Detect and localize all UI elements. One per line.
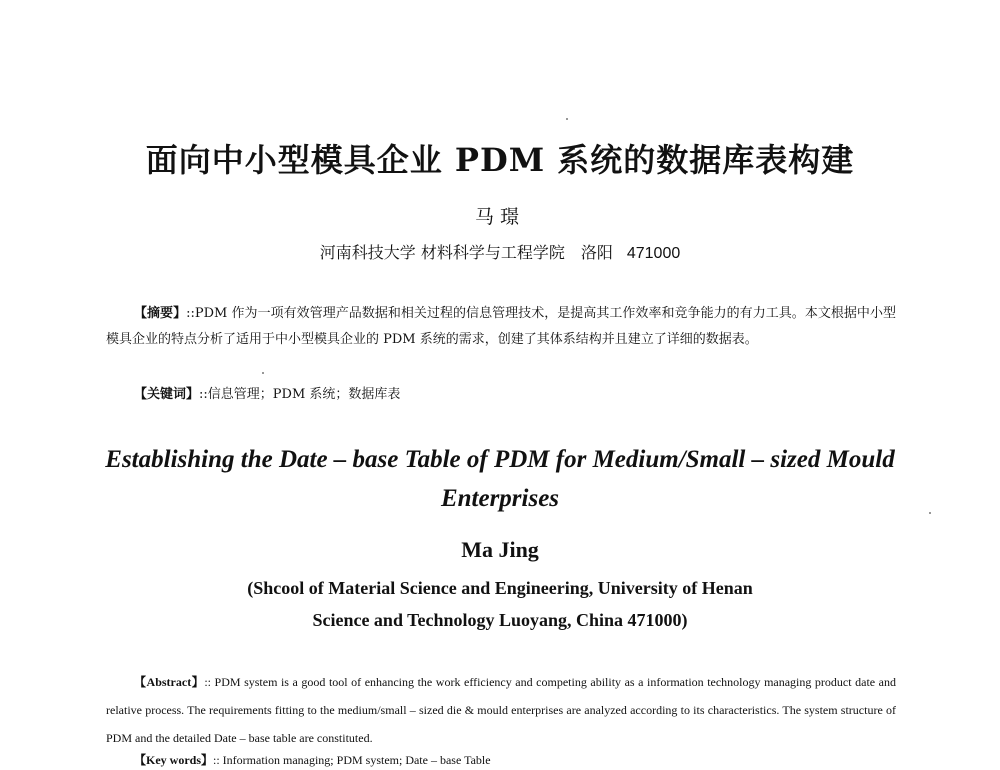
scan-speck [929, 512, 931, 514]
english-keywords [134, 750, 894, 770]
english-title: Establishing the Date – base Table of PDM for Medium/Small – sized Mould Enterprises [105, 446, 895, 512]
english-abstract-text: :: PDM system is a good tool of enhancing the work efficiency and competing ability as a information technology managing product date and relative process. The requirements fitting to the medium/small – sized die & mould enterprises are analyzed according to its characteristics. The system structure of PDM and the detailed Date – base table are constituted. [106, 675, 897, 745]
chinese-affiliation [0, 240, 1000, 263]
chinese-postal-code: 471000 [626, 245, 681, 262]
chinese-abstract-label: 【摘要】 [134, 306, 187, 321]
chinese-abstract-text: ::PDM 作为一项有效管理产品数据和相关过程的信息管理技术，是提高其工作效率和竞争能力的有力工具。本文根据中小型模具企业的特点分析了适用于中小型模具企业的 PDM 系统的需求，创建了其体系结构并且建立了详细的数据表。 [106, 306, 896, 347]
chinese-affiliation-text: 河南科技大学 材料科学与工程学院 洛阳 [319, 243, 613, 262]
chinese-abstract [106, 301, 896, 353]
chinese-author: 马璟 [474, 206, 525, 228]
english-affiliation-line: (Shcool of Material Science and Engineering, University of Henan [247, 578, 753, 598]
english-abstract [106, 668, 896, 752]
scan-speck [262, 372, 264, 374]
chinese-keywords-text: ::信息管理；PDM 系统；数据库表 [199, 387, 401, 402]
english-abstract-label: 【Abstract】 [134, 675, 205, 689]
english-author: Ma Jing [461, 537, 539, 562]
english-affiliation-line: Science and Technology Luoyang, China 471000) [312, 610, 688, 630]
chinese-keywords [134, 385, 894, 405]
english-affiliation [0, 572, 1000, 636]
chinese-title: 面向中小型模具企业 PDM 系统的数据库表构建 [145, 141, 855, 179]
english-keywords-text: :: Information managing; PDM system; Date – base Table [213, 753, 491, 767]
scan-speck [566, 118, 568, 120]
english-keywords-label: 【Key words】 [134, 753, 213, 767]
chinese-keywords-label: 【关键词】 [134, 387, 200, 402]
